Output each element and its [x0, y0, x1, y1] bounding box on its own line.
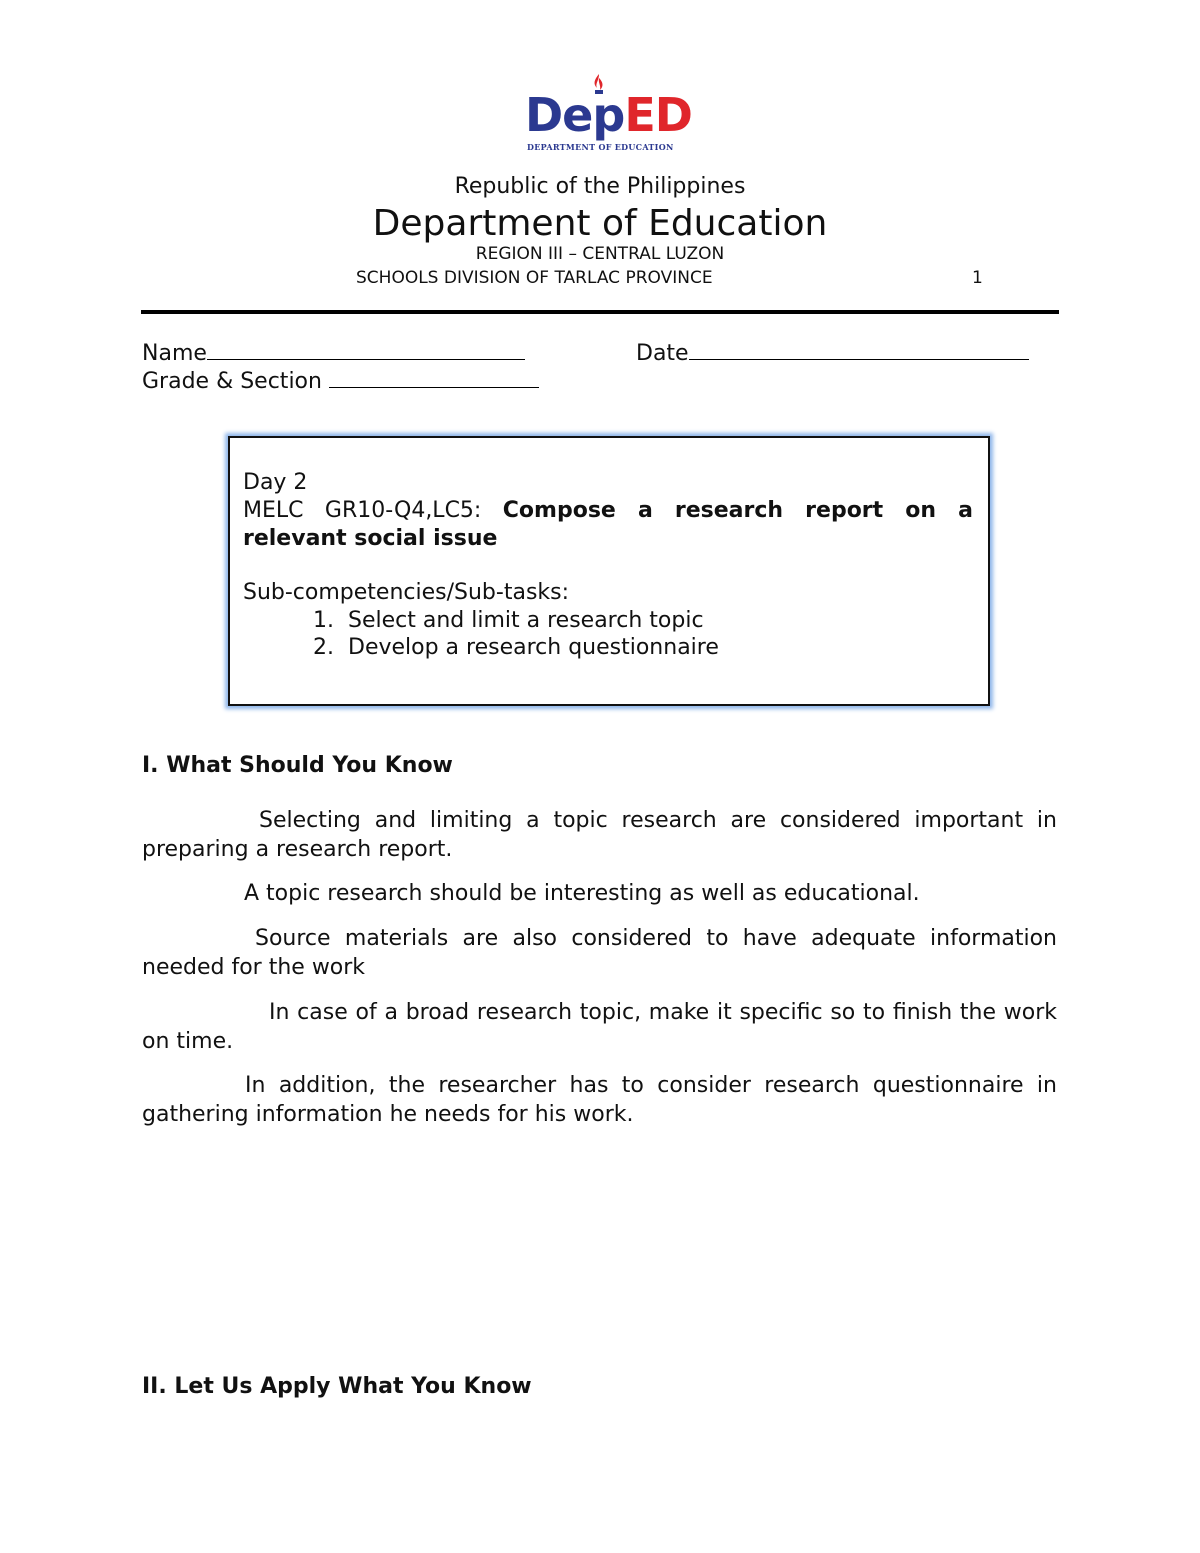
- grade-section-field[interactable]: [142, 369, 539, 394]
- logo-ed: ED: [624, 88, 692, 142]
- melc-title-line2: relevant social issue: [243, 526, 498, 551]
- grade-section-blank[interactable]: [329, 369, 539, 388]
- section-heading: II. Let Us Apply What You Know: [142, 1374, 532, 1399]
- paragraph: Selecting and limiting a topic research are considered important in preparing a research report.: [142, 808, 1057, 862]
- section-heading: I. What Should You Know: [142, 753, 453, 778]
- subcompetencies-label: Sub-competencies/Sub-tasks:: [243, 580, 570, 605]
- day-label: Day 2: [243, 470, 308, 495]
- paragraph: Source materials are also considered to have adequate information needed for the work: [142, 926, 1057, 980]
- grade-section-label: Grade & Section: [142, 369, 329, 394]
- task-number: 1.: [313, 608, 334, 633]
- melc-line: [243, 497, 973, 525]
- header-divider: [141, 310, 1059, 314]
- page-number: 1: [972, 268, 983, 288]
- task-text: Develop a research questionnaire: [348, 635, 719, 660]
- task-number: 2.: [313, 635, 334, 660]
- paragraph: In case of a broad research topic, make it specific so to finish the work on time.: [142, 1000, 1057, 1054]
- deped-logo: [520, 70, 692, 160]
- logo-tagline: DEPARTMENT OF EDUCATION: [527, 142, 674, 152]
- melc-title-line1: Compose a research report on a: [502, 498, 973, 523]
- paragraph: A topic research should be interesting as well as educational.: [244, 881, 920, 906]
- date-label: Date: [636, 341, 689, 366]
- logo-dep: Dep: [525, 88, 625, 142]
- republic-label: Republic of the Philippines: [454, 174, 746, 199]
- department-title: Department of Education: [372, 203, 828, 244]
- division-label: SCHOOLS DIVISION OF TARLAC PROVINCE: [356, 268, 713, 288]
- region-label: REGION III – CENTRAL LUZON: [475, 244, 725, 264]
- date-blank[interactable]: [689, 341, 1029, 360]
- date-field[interactable]: [636, 341, 1029, 366]
- task-item: [313, 607, 704, 635]
- logo-wordmark: [525, 88, 692, 142]
- melc-box: [228, 436, 990, 706]
- name-blank[interactable]: [207, 341, 525, 360]
- name-field[interactable]: [142, 341, 525, 366]
- name-label: Name: [142, 341, 207, 366]
- task-text: Select and limit a research topic: [348, 608, 704, 633]
- task-item: [313, 634, 719, 662]
- paragraph: In addition, the researcher has to consider research questionnaire in gathering information he needs for his work.: [142, 1073, 1057, 1127]
- melc-code: MELC GR10-Q4,LC5:: [243, 498, 503, 523]
